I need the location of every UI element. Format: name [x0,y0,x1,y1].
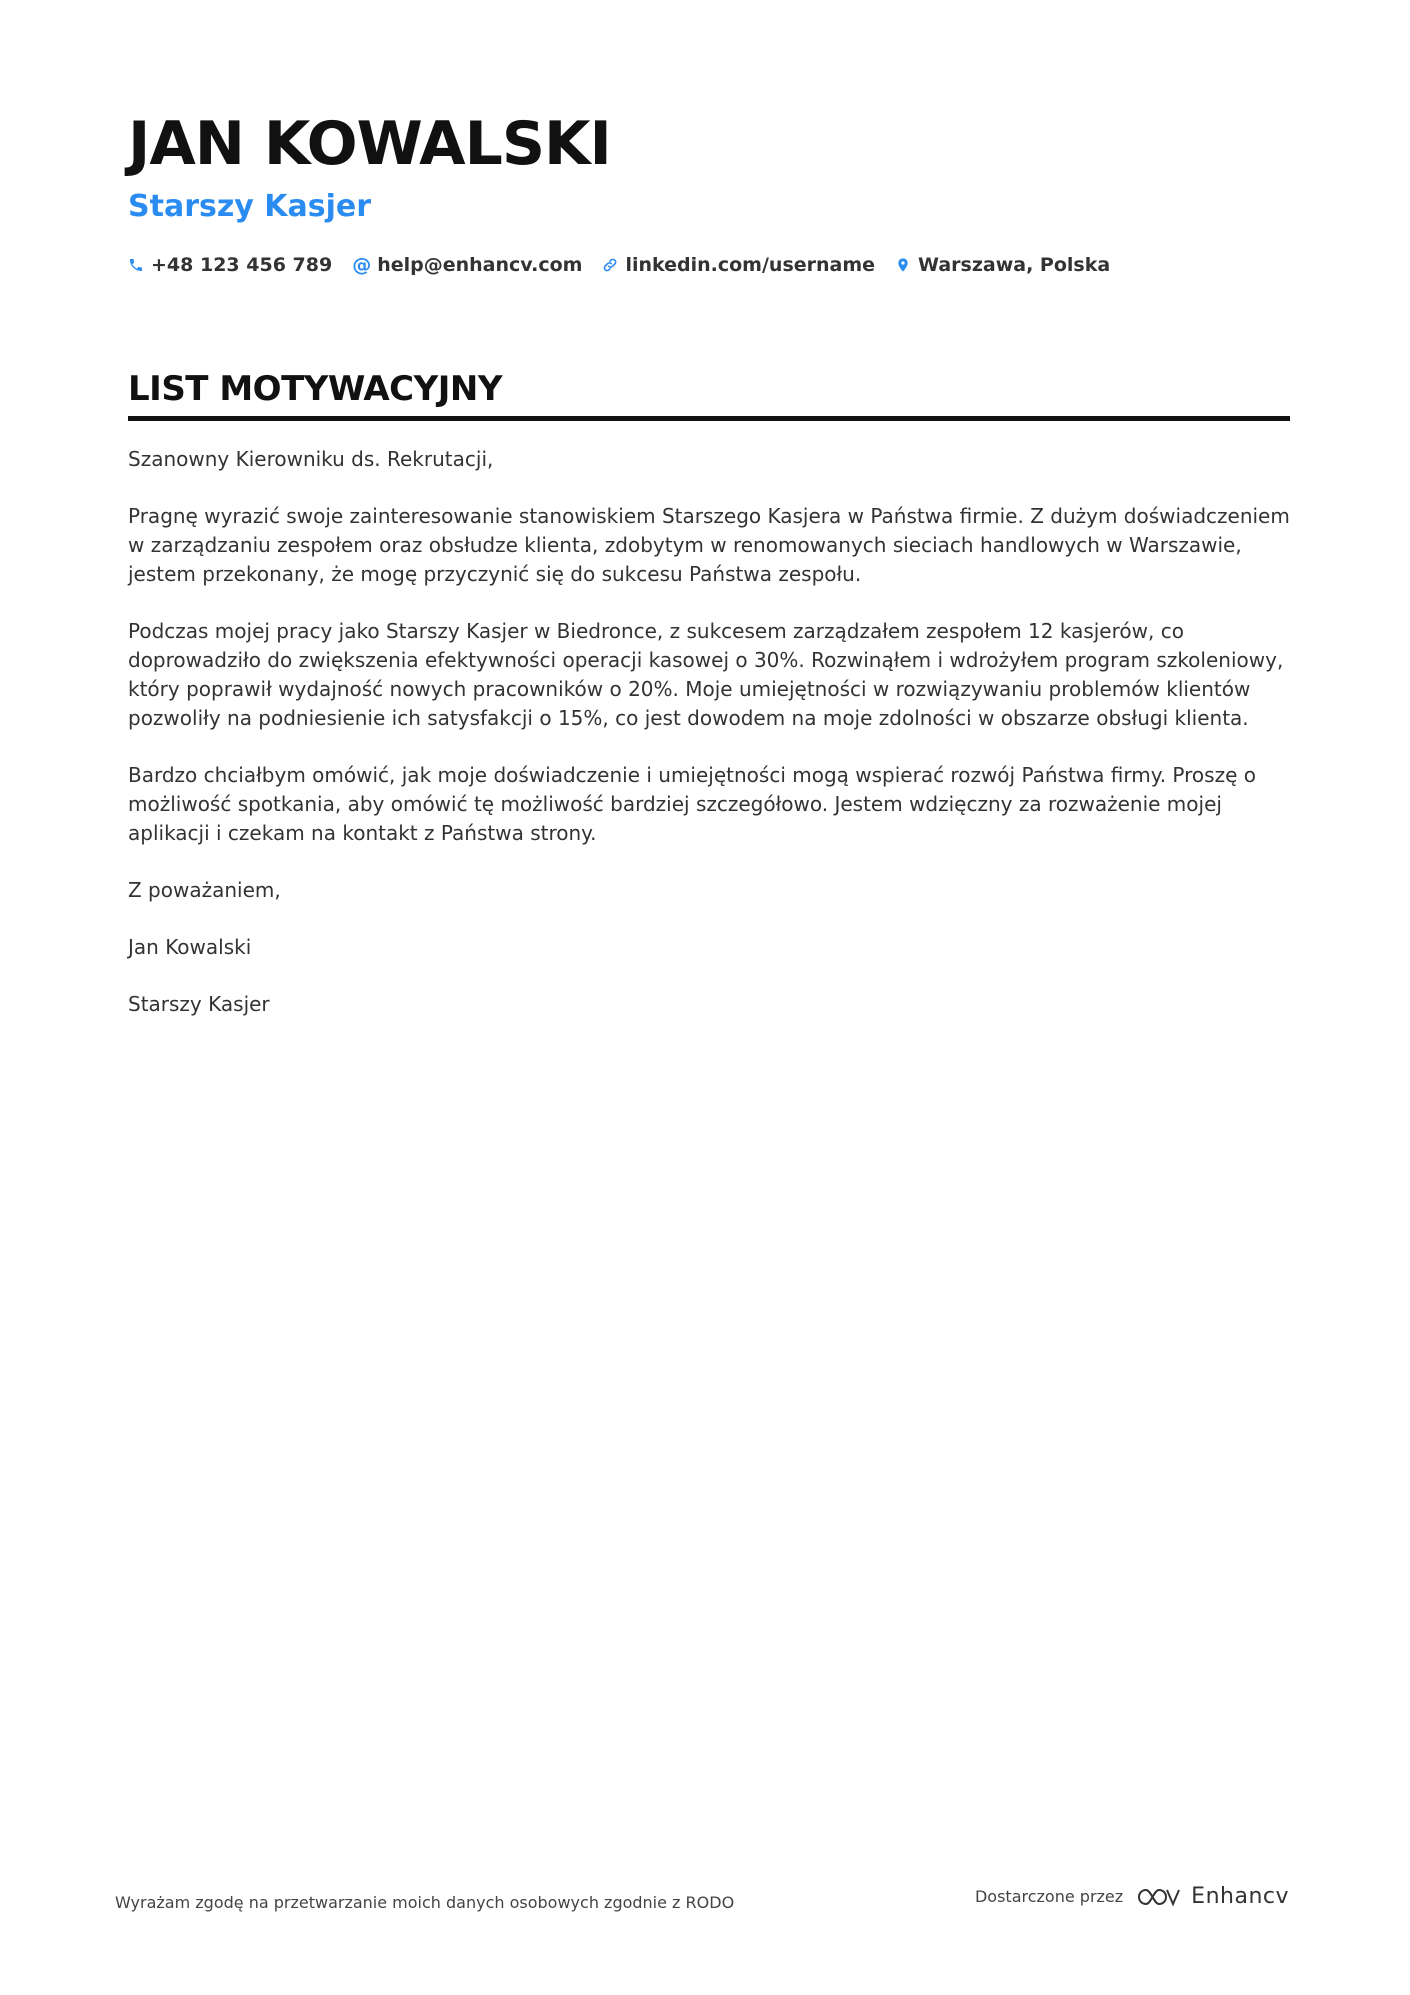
letter-greeting: Szanowny Kierowniku ds. Rekrutacji, [128,447,494,471]
letter-section [128,366,1290,1047]
contact-bar [128,254,1288,276]
enhancv-logo-icon [1135,1885,1181,1909]
candidate-title: Starszy Kasjer [128,189,372,224]
contact-email [352,254,582,276]
header [128,108,1288,276]
signature-title: Starszy Kasjer [128,992,270,1016]
powered-by [975,1884,1289,1909]
at-icon: @ [352,253,372,276]
letter-paragraph-3: Bardzo chciałbym omówić, jak moje doświadczenie i umiejętności mogą wspierać rozwój Państwa firmy. Proszę o możliwość spotkania, aby omówić tę możliwość bardziej szczegółowo. Jestem wdzięczny za rozważenie mojej aplikacji i czekam na kontakt z Państwa strony. [128,763,1256,845]
link-icon [602,256,618,274]
map-pin-icon [895,256,911,274]
enhancv-brand-name: Enhancv [1191,1884,1289,1909]
phone-icon [128,256,144,274]
contact-linkedin [602,254,875,276]
signature-name: Jan Kowalski [128,935,252,959]
section-title: LIST MOTYWACYJNY [128,369,502,409]
powered-by-text: Dostarczone przez [974,1887,1124,1906]
contact-phone [128,254,332,276]
contact-location-text: Warszawa, Polska [918,254,1111,276]
letter-closing: Z poważaniem, [128,878,281,902]
candidate-name: JAN KOWALSKI [128,109,611,179]
enhancv-logo[interactable] [1135,1884,1289,1909]
contact-email-text[interactable]: help@enhancv.com [377,254,583,276]
contact-linkedin-text[interactable]: linkedin.com/username [625,254,876,276]
letter-body [128,445,1290,1019]
consent-note: Wyrażam zgodę na przetwarzanie moich danych osobowych zgodnie z RODO [115,1893,735,1912]
contact-phone-text: +48 123 456 789 [151,254,333,276]
letter-paragraph-2: Podczas mojej pracy jako Starszy Kasjer w Biedronce, z sukcesem zarządzałem zespołem 12 kasjerów, co doprowadziło do zwiększenia efektywności operacji kasowej o 30%. Rozwinąłem i wdrożyłem program szkoleniowy, który poprawił wydajność nowych pracowników o 20%. Moje umiejętności w rozwiązywaniu problemów klientów pozwoliły na podniesienie ich satysfakcji o 15%, co jest dowodem na moje zdolności w obszarze obsługi klienta. [128,619,1284,730]
letter-paragraph-1: Pragnę wyrazić swoje zainteresowanie stanowiskiem Starszego Kasjera w Państwa firmie. Z dużym doświadczeniem w zarządzaniu zespołem oraz obsłudze klienta, zdobytym w renomowanych sieciach handlowych w Warszawie, jestem przekonany, że mogę przyczynić się do sukcesu Państwa zespołu. [128,504,1290,586]
section-divider [128,416,1290,421]
contact-location [895,254,1110,276]
